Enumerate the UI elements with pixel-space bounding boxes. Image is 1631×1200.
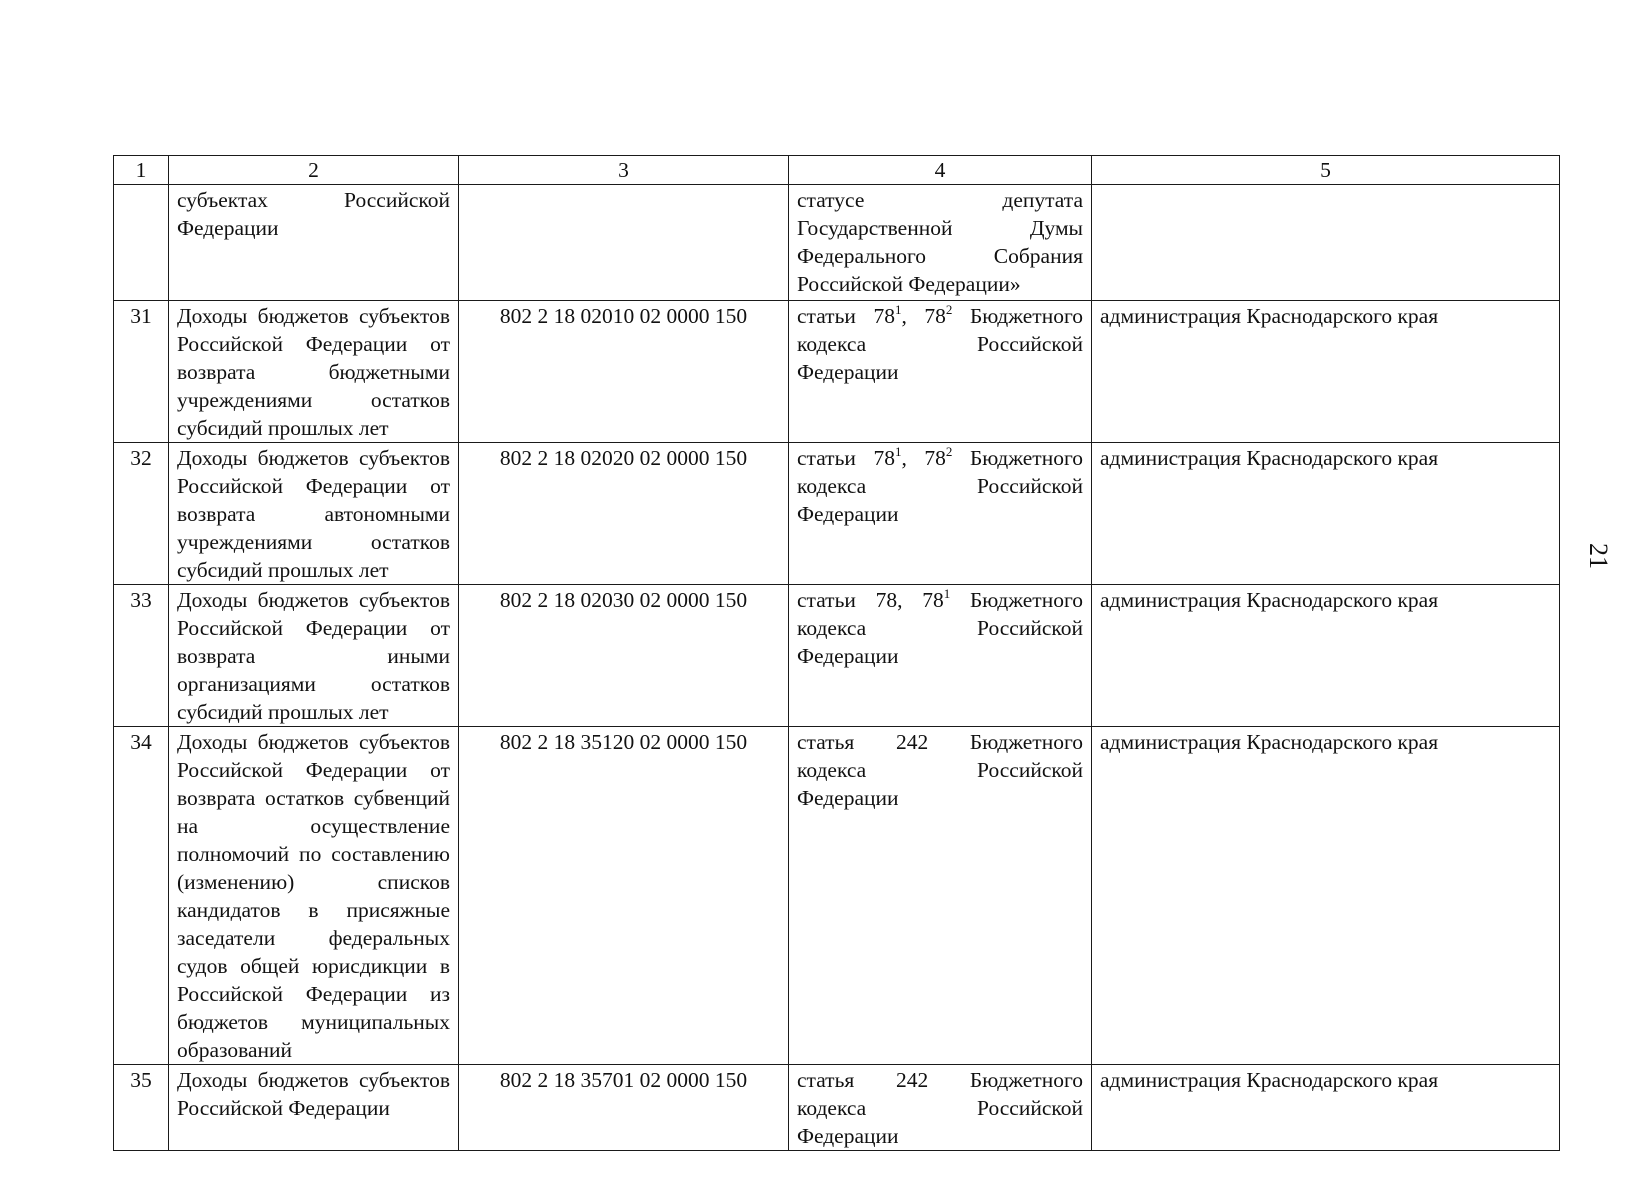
administrator bbox=[1092, 185, 1560, 301]
administrator: администрация Краснодарского края bbox=[1092, 727, 1560, 1065]
legal-basis-text: Бюджетного кодекса Российской Федерации bbox=[797, 446, 1083, 526]
legal-basis-text: статусе депутата Государственной Думы Федерального Собрания Российской Федерации» bbox=[797, 188, 1083, 296]
header-col-2: 2 bbox=[169, 156, 459, 185]
superscript: 2 bbox=[945, 302, 953, 317]
revenue-name: субъектах Российской Федерации bbox=[169, 185, 459, 301]
revenue-name: Доходы бюджетов субъектов Российской Федерации bbox=[169, 1065, 459, 1151]
row-number: 31 bbox=[114, 301, 169, 443]
superscript: 1 bbox=[943, 586, 951, 601]
legal-basis-text: статьи 78, 78 bbox=[797, 588, 944, 612]
page-number: 21 bbox=[1584, 543, 1613, 569]
legal-basis bbox=[789, 585, 1092, 727]
header-col-5: 5 bbox=[1092, 156, 1560, 185]
legal-basis-text: статьи 78 bbox=[797, 446, 895, 470]
table-row bbox=[114, 727, 1560, 1065]
legal-basis-text: Бюджетного кодекса Российской Федерации bbox=[797, 588, 1083, 668]
legal-basis bbox=[789, 727, 1092, 1065]
row-number: 32 bbox=[114, 443, 169, 585]
superscript: 1 bbox=[894, 302, 902, 317]
budget-code: 802 2 18 02010 02 0000 150 bbox=[459, 301, 789, 443]
administrator: администрация Краснодарского края bbox=[1092, 585, 1560, 727]
administrator: администрация Краснодарского края bbox=[1092, 1065, 1560, 1151]
budget-code: 802 2 18 02020 02 0000 150 bbox=[459, 443, 789, 585]
budget-code bbox=[459, 185, 789, 301]
table-header-row bbox=[114, 156, 1560, 185]
budget-code: 802 2 18 35701 02 0000 150 bbox=[459, 1065, 789, 1151]
administrator: администрация Краснодарского края bbox=[1092, 443, 1560, 585]
header-col-3: 3 bbox=[459, 156, 789, 185]
legal-basis-text: статья 242 Бюджетного кодекса Российской Федерации bbox=[797, 1068, 1083, 1148]
legal-basis-text: , 78 bbox=[901, 304, 946, 328]
revenue-name: Доходы бюджетов субъектов Российской Федерации от возврата остатков субвенций на осуществление полномочий по составлению (изменению) списков кандидатов в присяжные заседатели федеральных судов общей юрисдикции в Российской Федерации из бюджетов муниципальных образований bbox=[169, 727, 459, 1065]
table-row bbox=[114, 443, 1560, 585]
row-number: 33 bbox=[114, 585, 169, 727]
header-col-1: 1 bbox=[114, 156, 169, 185]
revenue-name: Доходы бюджетов субъектов Российской Федерации от возврата иными организациями остатков субсидий прошлых лет bbox=[169, 585, 459, 727]
table-row bbox=[114, 585, 1560, 727]
legal-basis bbox=[789, 301, 1092, 443]
legal-basis-text: статьи 78 bbox=[797, 304, 895, 328]
row-number: 35 bbox=[114, 1065, 169, 1151]
table-row bbox=[114, 301, 1560, 443]
budget-revenue-table bbox=[113, 155, 1560, 1151]
superscript: 2 bbox=[945, 444, 953, 459]
legal-basis bbox=[789, 443, 1092, 585]
budget-code: 802 2 18 02030 02 0000 150 bbox=[459, 585, 789, 727]
superscript: 1 bbox=[894, 444, 902, 459]
legal-basis bbox=[789, 1065, 1092, 1151]
administrator: администрация Краснодарского края bbox=[1092, 301, 1560, 443]
legal-basis-text: Бюджетного кодекса Российской Федерации bbox=[797, 304, 1083, 384]
header-col-4: 4 bbox=[789, 156, 1092, 185]
row-number: 34 bbox=[114, 727, 169, 1065]
budget-code: 802 2 18 35120 02 0000 150 bbox=[459, 727, 789, 1065]
legal-basis-text: , 78 bbox=[901, 446, 946, 470]
revenue-name: Доходы бюджетов субъектов Российской Федерации от возврата бюджетными учреждениями остатков субсидий прошлых лет bbox=[169, 301, 459, 443]
revenue-name: Доходы бюджетов субъектов Российской Федерации от возврата автономными учреждениями остатков субсидий прошлых лет bbox=[169, 443, 459, 585]
legal-basis bbox=[789, 185, 1092, 301]
table-row bbox=[114, 1065, 1560, 1151]
table-row bbox=[114, 185, 1560, 301]
row-number bbox=[114, 185, 169, 301]
legal-basis-text: статья 242 Бюджетного кодекса Российской Федерации bbox=[797, 730, 1083, 810]
